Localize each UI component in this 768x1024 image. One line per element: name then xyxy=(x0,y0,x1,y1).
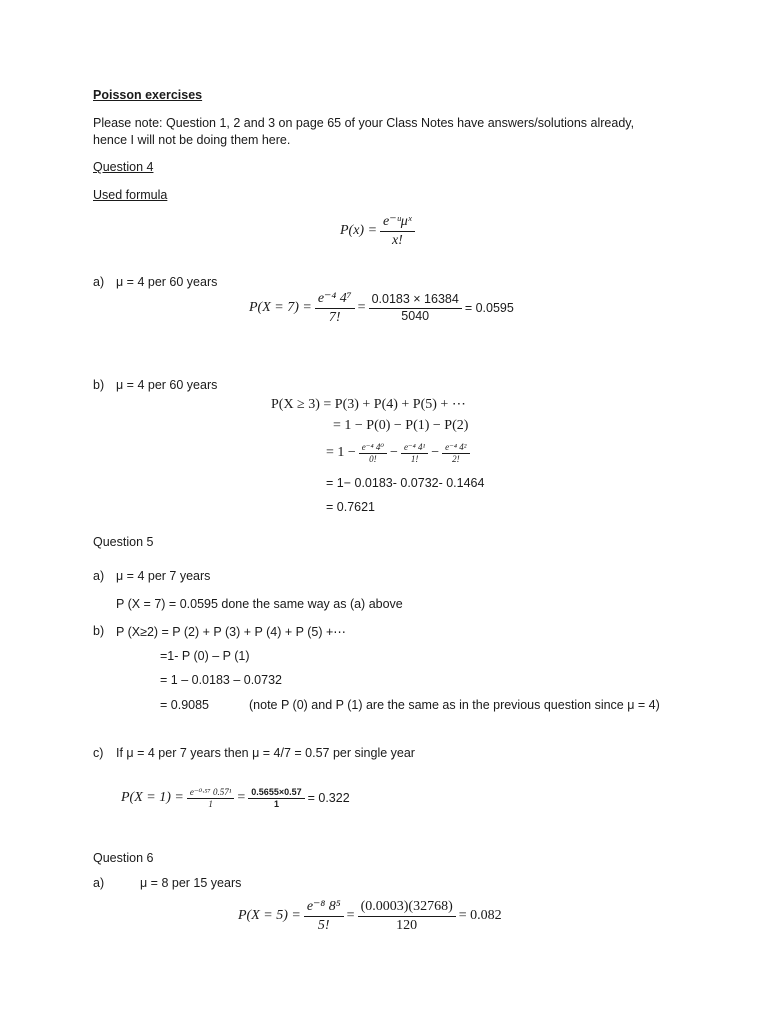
minus-sign: − xyxy=(390,445,398,461)
q5-b-line-2: =1- P (0) – P (1) xyxy=(160,649,250,663)
q4-a-text: μ = 4 per 60 years xyxy=(116,275,218,289)
q6-a-numerator-1: e⁻⁸ 8⁵ xyxy=(304,898,344,917)
q5-c-fraction-2 xyxy=(248,787,304,810)
formula-lhs: P(x) = xyxy=(340,223,378,238)
q6-a-fraction-1 xyxy=(304,898,344,934)
q4-b-fraction-2 xyxy=(401,442,428,465)
poisson-formula xyxy=(340,213,418,249)
minus-sign: − xyxy=(431,445,440,461)
q4-b-line-3-prefix: = 1 − xyxy=(326,445,356,461)
q4-a-fraction-2 xyxy=(369,292,462,324)
note-line-1: Please note: Question 1, 2 and 3 on page 65 of your Class Notes have answers/solutions already, xyxy=(93,116,635,130)
q5-c-lhs: P(X = 1) = xyxy=(121,790,184,806)
q5-c-result: = 0.322 xyxy=(307,791,350,806)
q4-b-line-3 xyxy=(326,442,473,465)
formula-denominator: x! xyxy=(391,232,403,248)
note-line-2: hence I will not be doing them here. xyxy=(93,133,291,147)
q6-a-denominator-1: 5! xyxy=(317,917,330,933)
q6-a-denominator-2: 120 xyxy=(396,917,418,933)
q4-b-text: μ = 4 per 60 years xyxy=(116,378,218,392)
q6-a-result: = 0.082 xyxy=(458,908,502,923)
q4-b-label: b) xyxy=(93,378,105,392)
q5-b-line-3: = 1 – 0.0183 – 0.0732 xyxy=(160,673,282,687)
question-5-heading: Question 5 xyxy=(93,535,154,549)
question-4-heading: Question 4 xyxy=(93,160,154,174)
q4-b-f3-numerator: e⁻⁴ 4² xyxy=(442,442,469,454)
q4-b-line-4: = 1− 0.0183- 0.0732- 0.1464 xyxy=(326,476,485,490)
q5-c-equation xyxy=(121,787,350,810)
q4-b-f2-denominator: 1! xyxy=(410,453,419,464)
q6-a-lhs: P(X = 5) = xyxy=(238,908,301,923)
q4-a-denominator-1: 7! xyxy=(328,309,341,325)
q5-c-fraction-1 xyxy=(187,787,235,810)
q5-c-denominator-1: 1 xyxy=(208,798,213,809)
q4-b-line-5: = 0.7621 xyxy=(326,500,376,514)
q4-b-fraction-3 xyxy=(442,442,469,465)
equals-sign: = xyxy=(346,908,355,923)
equals-sign: = xyxy=(237,790,246,806)
q4-b-fraction-1 xyxy=(359,442,387,465)
q4-a-label: a) xyxy=(93,275,105,289)
q4-a-equation xyxy=(249,290,514,326)
q6-a-label: a) xyxy=(93,876,105,890)
q4-a-numerator-2: 0.0183 × 16384 xyxy=(369,292,462,309)
q5-a-text: μ = 4 per 7 years xyxy=(116,569,211,583)
q4-b-f2-numerator: e⁻⁴ 4¹ xyxy=(401,442,428,454)
q4-a-fraction-1 xyxy=(315,290,355,326)
question-6-heading: Question 6 xyxy=(93,851,154,865)
q5-c-text: If μ = 4 per 7 years then μ = 4/7 = 0.57 per single year xyxy=(116,746,415,760)
q5-c-numerator-1: e⁻⁰·⁵⁷ 0.57¹ xyxy=(187,787,235,799)
q5-b-line-4: = 0.9085 xyxy=(160,698,210,712)
q4-a-denominator-2: 5040 xyxy=(401,308,430,323)
q5-c-denominator-2: 1 xyxy=(273,798,279,809)
q4-a-result: = 0.0595 xyxy=(464,301,514,315)
q4-b-line-1: P(X ≥ 3) = P(3) + P(4) + P(5) + ⋯ xyxy=(271,397,466,412)
q5-c-numerator-2: 0.5655×0.57 xyxy=(248,787,304,799)
formula-numerator: e⁻ᵘμˣ xyxy=(380,213,415,232)
q4-b-f3-denominator: 2! xyxy=(452,453,460,464)
q5-a-sub: P (X = 7) = 0.0595 done the same way as (a) above xyxy=(116,597,403,611)
q6-a-text: μ = 8 per 15 years xyxy=(140,876,242,890)
q5-b-note: (note P (0) and P (1) are the same as in the previous question since μ = 4) xyxy=(249,698,660,712)
q4-a-numerator-1: e⁻⁴ 4⁷ xyxy=(315,290,355,309)
page-title: Poisson exercises xyxy=(93,88,203,102)
q4-b-f1-denominator: 0! xyxy=(369,453,377,464)
used-formula-label: Used formula xyxy=(93,188,168,202)
q4-b-line-2: = 1 − P(0) − P(1) − P(2) xyxy=(333,418,469,433)
q5-a-label: a) xyxy=(93,569,105,583)
q5-b-label: b) xyxy=(93,624,105,638)
formula-fraction xyxy=(380,213,415,249)
q4-a-lhs: P(X = 7) = xyxy=(249,300,312,315)
q5-b-line-1: P (X≥2) = P (2) + P (3) + P (4) + P (5) +⋯ xyxy=(116,625,346,639)
q6-a-fraction-2 xyxy=(358,898,456,934)
q5-c-label: c) xyxy=(93,746,104,760)
q6-a-numerator-2: (0.0003)(32768) xyxy=(358,898,456,917)
q4-b-f1-numerator: e⁻⁴ 4⁰ xyxy=(359,442,387,454)
q6-a-equation xyxy=(238,898,502,934)
equals-sign: = xyxy=(357,300,366,315)
